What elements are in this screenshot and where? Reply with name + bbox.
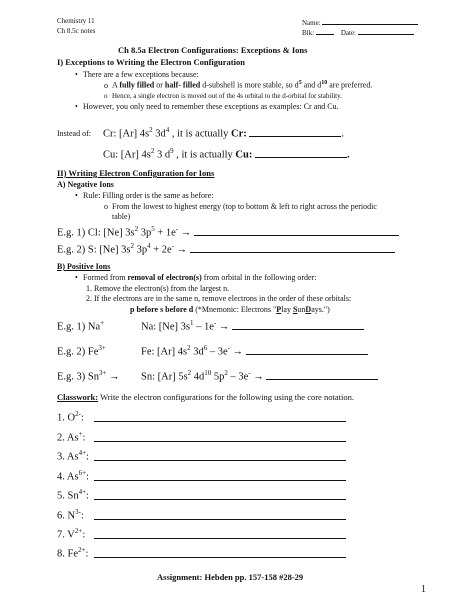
negative-example-2-blank — [190, 243, 395, 253]
bullet-however: • However, you only need to remember these exceptions as examples: Cr and Cu. — [75, 102, 339, 111]
section-2-heading: II) Writing Electron Configuration for Ions — [57, 168, 215, 178]
classwork-answer-blank — [94, 471, 346, 481]
blk-label: Blk: — [302, 29, 315, 37]
classwork-answer-blank — [94, 490, 346, 500]
copper-exception: Cu: [Ar] $4s^2$ 3 $d^9$ , it is actually Cu: . — [103, 147, 350, 161]
mnemonic-line: p before s before d (*Mnemonic: Electrons "Play SunDays.") — [130, 305, 330, 314]
positive-example-1-label: E.g. 1) Na+ — [57, 319, 105, 333]
removal-step-1: 1. Remove the electron(s) from the largest n. — [86, 284, 230, 293]
positive-example-3-blank — [266, 370, 378, 380]
negative-example-2: E.g. 2) S: [Ne] $3s^2$ $3p^4 + 2e^-$ → — [57, 242, 395, 257]
course-name: Chemistry 11 — [57, 17, 95, 25]
copper-answer-blank — [255, 148, 347, 158]
bullet-removal: • Formed from removal of electron(s) from orbital in the following order: — [75, 273, 317, 282]
classwork-label: Classwork: — [57, 392, 99, 402]
positive-example-2-label: E.g. 2) $Fe^{3+}$ — [57, 344, 106, 358]
classwork-item: 1. $O^{2-}$: — [57, 410, 84, 424]
classwork-item: 5. $Sn^{4+}$: — [57, 488, 89, 502]
classwork-item: 2. As+: — [57, 430, 86, 444]
sub-bullet-hence: o Hence, a single electron is moved out of the 4s orbital to the d-orbital for stability. — [104, 92, 342, 100]
classwork-item: 3. $As^{4+}$: — [57, 449, 89, 463]
classwork-item: 4. $As^{6+}$: — [57, 469, 89, 483]
positive-example-3: Sn: [Ar] $5s^2$ $4d^{10}$ $5p^2 - 3e^-$ → — [141, 369, 378, 384]
negative-ions-heading: A) Negative Ions — [57, 180, 114, 189]
positive-example-1-blank — [232, 320, 364, 330]
positive-example-3-label: E.g. 3) $Sn^{3+}$ → — [57, 369, 120, 383]
classwork-answer-blank — [94, 548, 346, 558]
notes-label: Ch 8.5c notes — [57, 27, 96, 35]
classwork-item: 7. $V^{2+}$: — [57, 527, 86, 541]
sub-bullet-energy-cont: table) — [112, 212, 131, 221]
chromium-exception: Cr: [Ar] $4s^2$ $3d^4$ , it is actually Cr: . — [103, 126, 345, 140]
sub-bullet-stability: o A fully filled or half- filled d-subshell is more stable, so $d^5$ and $d^{10}$ are preferred. — [104, 80, 373, 90]
classwork-answer-blank — [94, 529, 346, 539]
instead-of-label: Instead of: — [57, 129, 91, 138]
classwork-item: 8. $Fe^{2+}$: — [57, 546, 89, 560]
bullet-exceptions: • There are a few exceptions because: — [75, 70, 199, 79]
name-label: Name: — [302, 19, 321, 27]
assignment-line: Assignment: Hebden pp. 157-158 #28-29 — [157, 572, 304, 582]
removal-step-2: 2. If the electrons are in the same n, remove electrons in the order of these orbitals: — [86, 294, 352, 303]
positive-example-1: Na: [Ne] $3s^1 - 1e^-$ → — [141, 319, 364, 334]
classwork-answer-blank — [94, 432, 346, 442]
date-label: Date: — [340, 29, 356, 37]
chromium-answer-blank — [249, 127, 341, 137]
classwork-answer-blank — [94, 412, 346, 422]
positive-example-2: Fe: [Ar] $4s^2$ $3d^6 - 3e^-$ → — [141, 344, 368, 359]
positive-example-2-blank — [246, 345, 368, 355]
negative-example-1: E.g. 1) Cl: [Ne] $3s^2$ $3p^5 + 1e^-$ → — [57, 225, 399, 240]
classwork-instructions: Classwork: Write the electron configurations for the following using the core notation. — [57, 392, 354, 402]
name-field-row — [302, 17, 418, 27]
blk-date-row — [302, 27, 414, 37]
classwork-answer-blank — [94, 451, 346, 461]
negative-example-1-blank — [194, 226, 399, 236]
sub-bullet-energy: o From the lowest to highest energy (top to bottom & left to right across the periodic — [104, 202, 377, 211]
date-blank — [358, 27, 414, 35]
blk-blank — [316, 27, 334, 35]
section-1-heading: I) Exceptions to Writing the Electron Configuration — [57, 57, 245, 67]
bullet-rule: • Rule: Filling order is the same as before: — [75, 191, 214, 200]
positive-ions-heading: B) Positive Ions — [57, 262, 111, 271]
page-title: Ch 8.5a Electron Configurations: Exceptions & Ions — [118, 45, 308, 55]
classwork-answer-blank — [94, 510, 346, 520]
classwork-item: 6. $N^{3-}$: — [57, 508, 84, 522]
page-number: 1 — [421, 584, 426, 595]
name-blank — [322, 17, 418, 25]
